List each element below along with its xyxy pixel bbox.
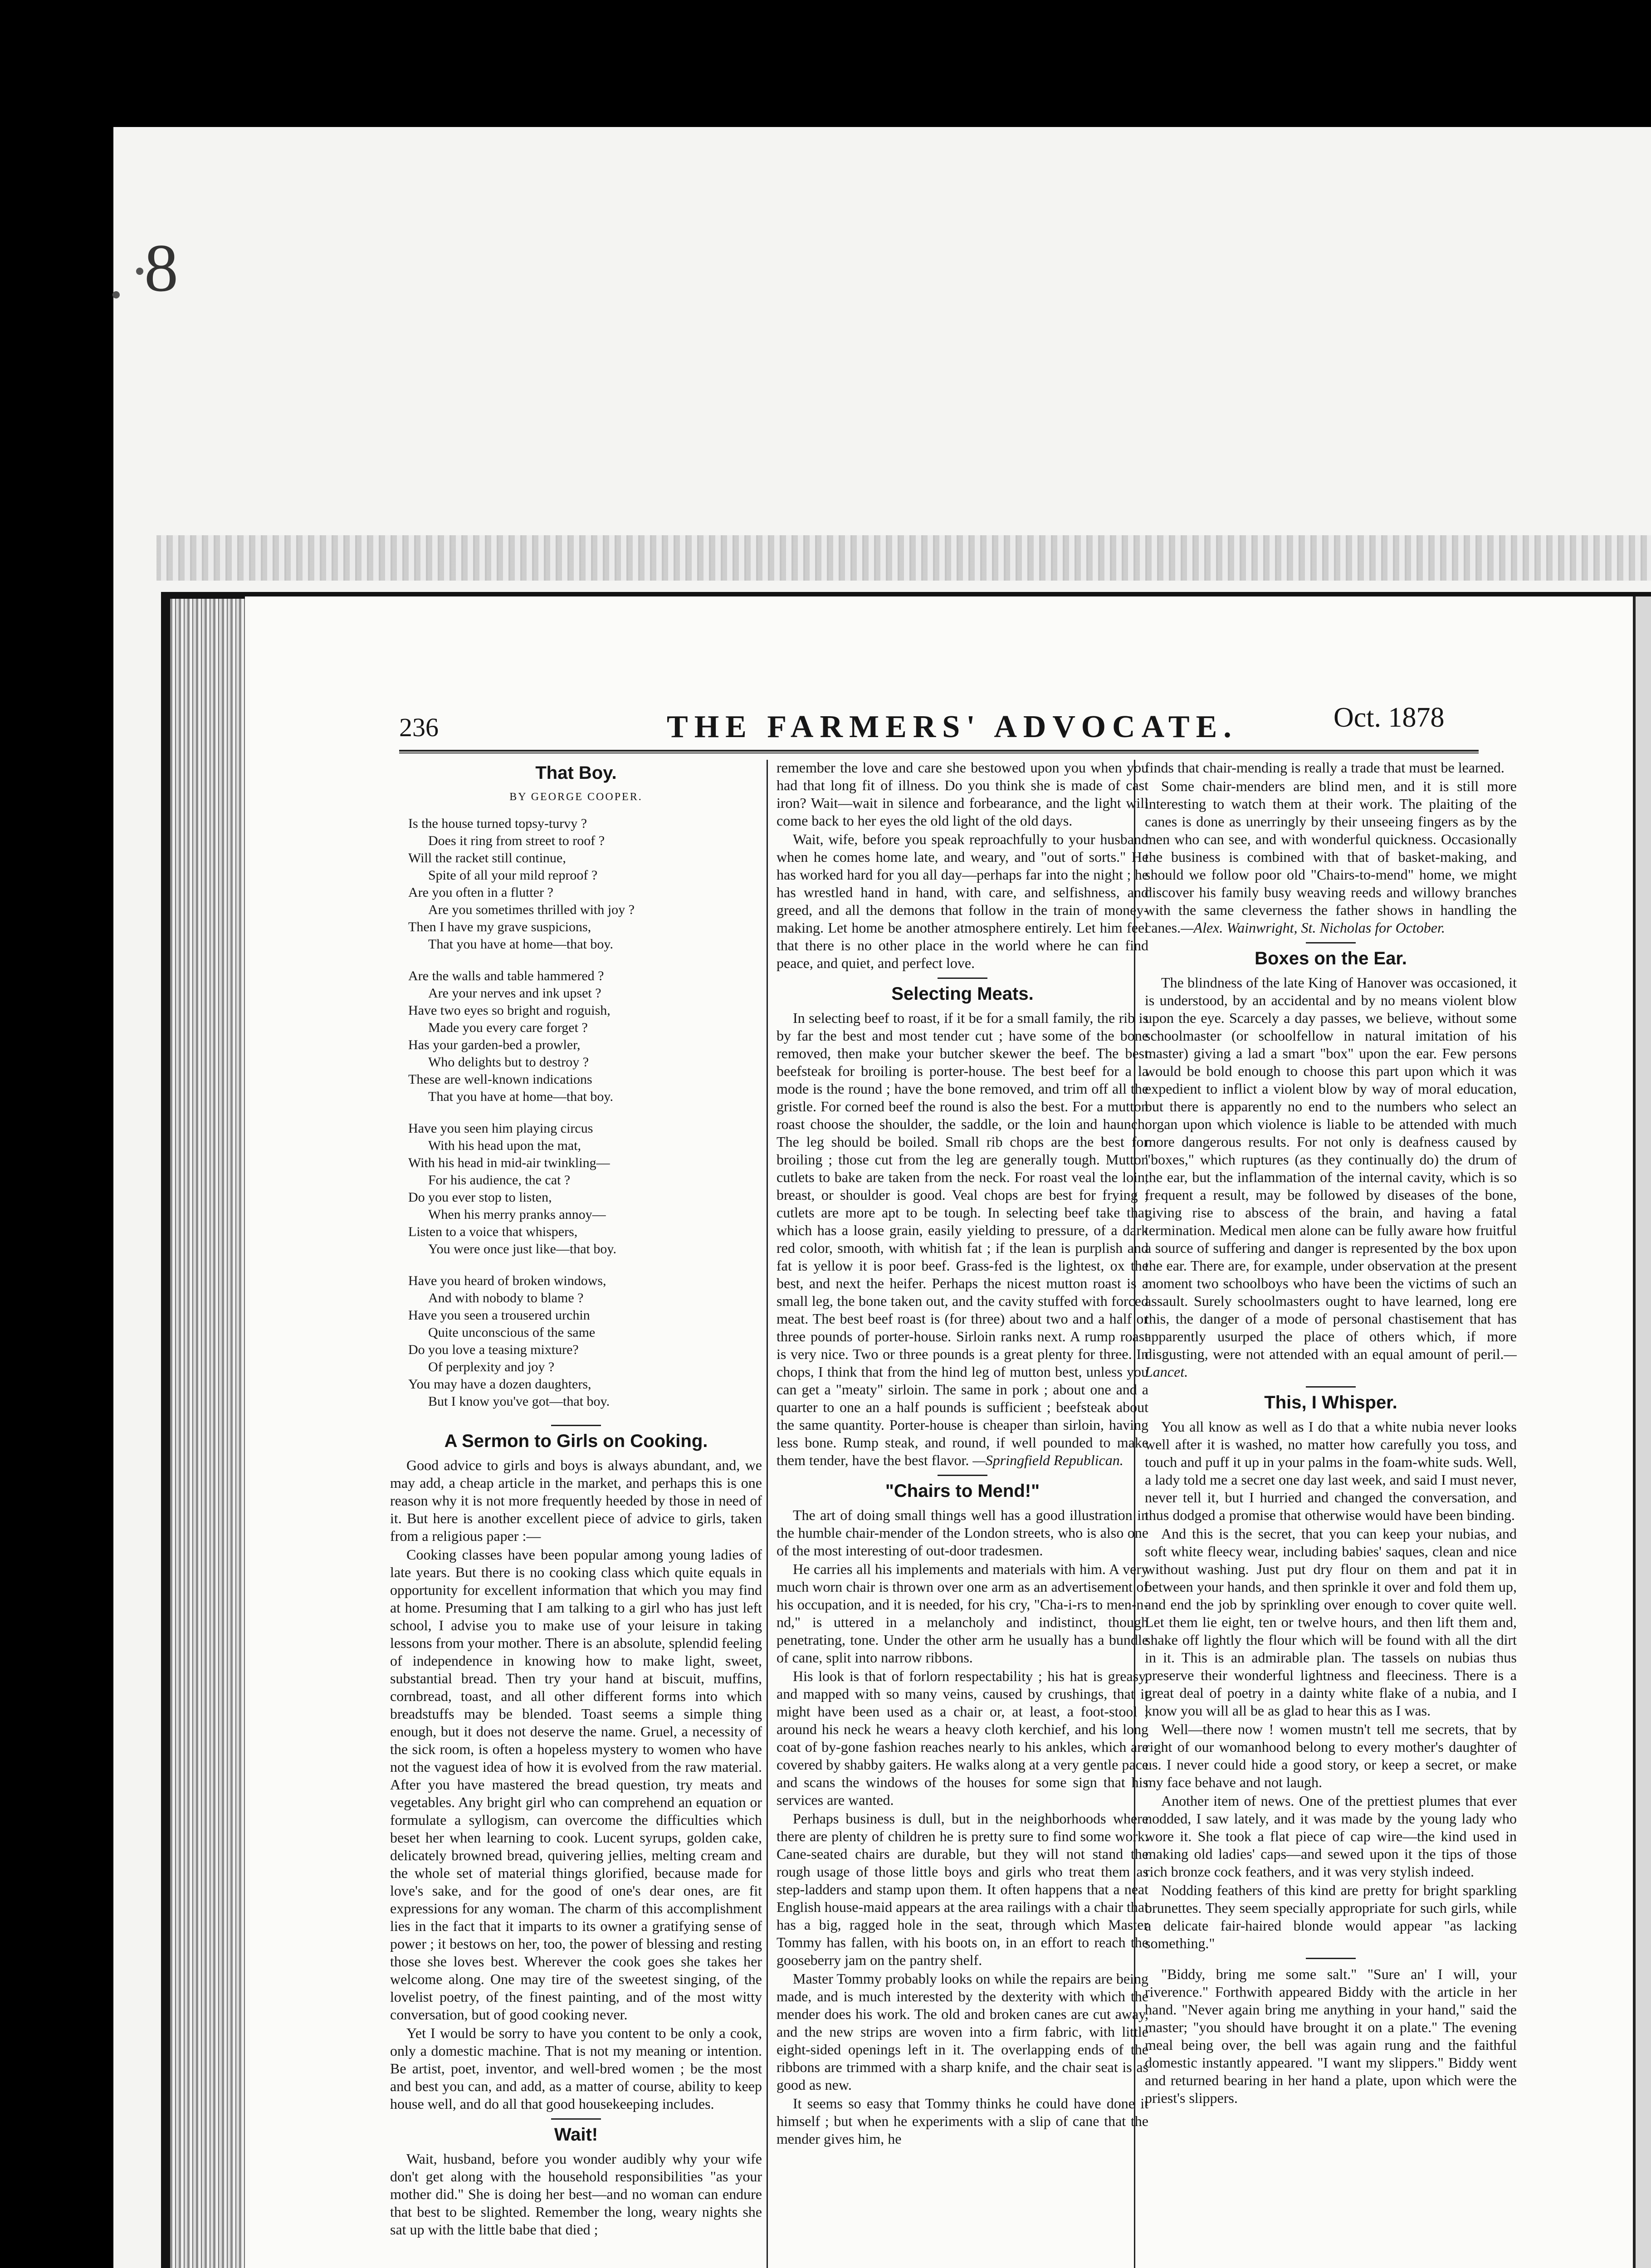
verse-line: Have you seen a trousered urchin — [408, 1308, 590, 1323]
stanza — [408, 1272, 762, 1410]
paragraph: And this is the secret, that you can keep your nubias, and soft white fleecy wear, including babies' saques, clean and nice without washing. Just put dry flour on them and pat it in between your hands, and then sprinkle it over and fold them up, and end the job by sprinkling over enough to cover quite well. Let them lie eight, ten or twelve hours, and then lift them and, shake off lightly the flour which will be found with all the dirt in it. This is an admirable plan. The tassels on nubias thus preserve their wonderful lightness and fleeciness. There is a great deal of poetry in a dainty white flake of a nubia, and I know you will all be as glad to hear this as I was. — [1145, 1525, 1517, 1719]
margin-pencil-mark: 8 — [144, 230, 178, 306]
column-2 — [777, 759, 1148, 2268]
verse-line: But I know you've got—that boy. — [428, 1394, 610, 1409]
paragraph: His look is that of forlorn respectability ; his hat is greasy, and mapped with so many veins, caused by crushings, that it might have been used as a chair or, at least, a foot-stool ; around his neck he wears a heavy cloth kerchief, and his long coat of by-gone fashion reaches nearly to his ankles, which are covered by shabby gaiters. He walks along at a very gentle pace and scans the windows of the houses for some sign that his services are wanted. — [777, 1668, 1148, 1808]
verse-line: Is the house turned topsy-turvy ? — [408, 816, 587, 831]
verse-line: Are the walls and table hammered ? — [408, 968, 604, 983]
verse-line: That you have at home—that boy. — [428, 1089, 613, 1104]
stanza — [408, 968, 762, 1105]
paragraph-text: The blindness of the late King of Hanover was occasioned, it is understood, by an accidental and by no means violent blow upon the eye. Scarcely a day passes, we believe, without some schoolmaster (or schoolfellow in natural imitation of his master) giving a lad a smart "box" upon the ear. Few persons would be bold enough to choose this part upon which it was expedient to inflict a violent blow by way of moral education, but there is apparently no end to the numbers who select an organ upon which violence is liable to be attended with much more dangerous results. For not only is deafness caused by "boxes," which ruptures (as they continually do) the drum of the ear, but the inflammation of the internal cavity, which is so frequent a result, may be followed by diseases of the bone, giving rise to abscess of the brain, and having a fatal termination. Medical men alone can be fully aware how fruitful a source of suffering and danger is represented by the box upon the ear. There are, for example, under observation at the present moment two schoolboys who have been the victims of such an assault. Surely schoolmasters ought to have learned, long ere this, the danger of a mode of personal chastisement that has apparently usurped the place of others which, if more disgusting, were not attended with an equal amount of peril. — [1145, 974, 1517, 1362]
poem-author: BY GEORGE COOPER. — [509, 791, 643, 803]
paragraph: The art of doing small things well has a good illustration in the humble chair-mender of the London streets, who is also one of the most interesting of out-door tradesmen. — [777, 1507, 1148, 1559]
source-attribution: —Lancet. — [1145, 1346, 1517, 1380]
paragraph: Wait, wife, before you speak reproachfully to your husband when he comes home late, and weary, and "out of sorts." He has worked hard for you all day—perhaps far into the night ; he has wrestled hand in hand, with care, and selfishness, and greed, and all the demons that follow in the train of money-making. Let home be another atmosphere entirely. Let him feel that there is no other place in the world where he can find peace, and quiet, and perfect love. — [777, 831, 1148, 971]
verse-line: Does it ring from street to roof ? — [428, 833, 605, 848]
paragraph: finds that chair-mending is really a trade that must be learned. — [1145, 759, 1504, 776]
paragraph: Wait, husband, before you wonder audibly why your wife don't get along with the household responsibilities "as your mother did." She is doing her best—and no woman can endure that best to be slighted. Remember the long, weary nights she sat up with the little babe that died ; — [390, 2151, 762, 2238]
paragraph-text: Some chair-menders are blind men, and it is still more interesting to watch them at their work. The plaiting of the canes is done as unerringly by their unseeing fingers as by the men who can see, and with wonderful quickness. Occasionally the business is combined with that of basket-making, and should we follow poor old "Chairs-to-mend" home, we might discover his family busy weaving reeds and willowy branches with the same cleverness the father shows in handling the canes. — [1145, 778, 1517, 936]
paragraph: Perhaps business is dull, but in the neighborhoods where there are plenty of children he is pretty sure to find some work. Cane-seated chairs are durable, but they will not stand the rough usage of those little boys and girls who treat them as step-ladders and stamp upon them. It often happens that a neat English house-maid appears at the area railings with a chair that has a big, ragged hole in the seat, through which Master Tommy has fallen, with his boots on, in an effort to reach the gooseberry jam on the pantry shelf. — [777, 1810, 1148, 1968]
verse-line: And with nobody to blame ? — [428, 1290, 584, 1305]
verse-line: That you have at home—that boy. — [428, 937, 613, 952]
article-title: Selecting Meats. — [891, 984, 1034, 1004]
paragraph: Cooking classes have been popular among young ladies of late years. But there is no cooking class which quite equals in opportunity for excellent information that which you may find at home. Presuming that I am talking to a girl who has just left school, I advise you to make use of your leisure in taking lessons from your mother. There is an absolute, splendid feeling of independence in knowing how to make light, sweet, substantial bread. Then try your hand at biscuit, muffins, cornbread, toast, and all other different forms into which breadstuffs may be blended. Toast seems a simple thing enough, but it does not deserve the name. Gruel, a necessity of the sick room, is often a hopeless mystery to women who have not the vaguest idea of how it is evolved from the raw material. After you have mastered the bread question, try meats and vegetables. Any bright girl who can comprehend an equation or formulate a syllogism, can overcome the difficulties which beset her when learning to cook. Lucent syrups, golden cake, delicately browned bread, quivering jellies, melting cream and the whole set of material things glorified, because made for love's sake, and for the good of one's dear ones, are fit expressions for any woman. The charm of this accomplishment lies in the fact that it imparts to its owner a gratifying sense of power ; it bestows on her, too, the power of blessing and resting those she loves best. Wherever the cook goes she takes her welcome along. One may tire of the sweetest singing, of the lovelist poetry, of the finest painting, and of the most witty conversation, but of good cooking never. — [390, 1546, 762, 2023]
paragraph: Good advice to girls and boys is always abundant, and, we may add, a cheap article in the market, and perhaps this is one reason why it is not more frequently heeded by those in need of it. But here is another excellent piece of advice to girls, taken from a religious paper :— — [390, 1457, 762, 1544]
stanza — [408, 815, 762, 953]
paragraph — [1145, 974, 1517, 1381]
verse-line: Listen to a voice that whispers, — [408, 1224, 578, 1239]
verse-line: Do you love a teasing mixture? — [408, 1342, 579, 1357]
column-rule — [767, 760, 768, 2268]
section-rule — [1306, 1386, 1356, 1388]
verse-line: Who delights but to destroy ? — [428, 1055, 589, 1070]
paragraph: remember the love and care she bestowed upon you when you had that long fit of illness. Do you think she is made of cast iron? Wait—wait in silence and forbearance, and the light will come back to her eyes the old light of the old days. — [777, 759, 1148, 829]
verse-line: When his merry pranks annoy— — [428, 1207, 606, 1222]
paragraph: Well—there now ! women mustn't tell me secrets, that by right of our womanhood belong to every mother's daughter of us. I never could hide a good story, or keep a secret, or make my face behave and not laugh. — [1145, 1721, 1517, 1790]
verse-line: Made you every care forget ? — [428, 1020, 588, 1035]
verse-line: Have you heard of broken windows, — [408, 1273, 606, 1288]
bleed-through-strip — [156, 535, 1651, 581]
source-attribution: —Springfield Republican. — [972, 1452, 1123, 1468]
margin-dot — [136, 268, 143, 275]
verse-line: You were once just like—that boy. — [428, 1242, 616, 1256]
section-rule — [551, 1425, 601, 1426]
section-rule — [551, 2118, 601, 2120]
verse-line: Quite unconscious of the same — [428, 1325, 596, 1340]
section-rule — [938, 978, 987, 979]
page-stack-edge — [170, 599, 245, 2268]
verse-line: Are you sometimes thrilled with joy ? — [428, 902, 635, 917]
paragraph: It seems so easy that Tommy thinks he could have done it himself ; but when he experiments with a slip of cane that the mender gives him, he — [777, 2095, 1148, 2147]
paragraph: Another item of news. One of the prettiest plumes that ever nodded, I saw lately, and it was made by the young lady who wore it. She took a flat piece of cap wire—the kind used in making old ladies' caps—and sewed upon it the tips of those rich bronze cock feathers, and it was very stylish indeed. — [1145, 1793, 1517, 1880]
facing-page-edge — [1633, 596, 1651, 2268]
article-title: Boxes on the Ear. — [1255, 948, 1407, 968]
verse-line: Are you often in a flutter ? — [408, 885, 553, 900]
newspaper-page — [245, 596, 1633, 2268]
margin-dot — [112, 291, 120, 298]
column-3 — [1145, 759, 1517, 2268]
paragraph — [777, 1009, 1148, 1469]
poem-that-boy — [408, 815, 762, 1410]
poem-title: That Boy. — [535, 763, 617, 783]
verse-line: With his head in mid-air twinkling— — [408, 1155, 610, 1170]
verse-line: Has your garden-bed a prowler, — [408, 1037, 581, 1052]
verse-line: Of perplexity and joy ? — [428, 1359, 555, 1374]
article-title: "Chairs to Mend!" — [885, 1481, 1040, 1501]
verse-line: For his audience, the cat ? — [428, 1173, 571, 1188]
verse-line: Do you ever stop to listen, — [408, 1190, 552, 1205]
verse-line: With his head upon the mat, — [428, 1138, 581, 1153]
verse-line: Are your nerves and ink upset ? — [428, 986, 601, 1001]
column-1 — [390, 759, 762, 2268]
page-number: 236 — [399, 713, 439, 742]
paragraph: Yet I would be sorry to have you content to be only a cook, only a domestic machine. That is not my meaning or intention. Be artist, poet, inventor, and well-bred women ; be the most and best you can, and add, as a matter of course, ability to keep house well, and do all that good housekeeping includes. — [390, 2025, 762, 2112]
paragraph: Master Tommy probably looks on while the repairs are being made, and is much interested by the dexterity with which the mender does his work. The old and broken canes are cut away, and the new strips are woven into a firm fabric, with little eight-sided openings left in it. The overlapping ends of the ribbons are trimmed with a sharp knife, and the chair seat is as good as new. — [777, 1970, 1148, 2093]
source-attribution: —Alex. Wainwright, St. Nicholas for October. — [1181, 919, 1445, 936]
verse-line: Then I have my grave suspicions, — [408, 919, 591, 934]
stanza — [408, 1120, 762, 1258]
issue-date: Oct. 1878 — [1334, 702, 1445, 733]
paragraph: He carries all his implements and materials with him. A very much worn chair is thrown over one arm as an advertisement of his occupation, and it is needed, for his cry, "Cha-i-rs to men-n-nd," is uttered in a melancholy and indistinct, though penetrating, tone. Under the other arm he usually has a bundle of cane, split into narrow ribbons. — [777, 1561, 1148, 1666]
paragraph-text: In selecting beef to roast, if it be for a small family, the rib is by far the best and most tender cut ; have some of the bone removed, then make your butcher skewer the beef. The best beefsteak for broiling is porter-house. The best beef for a la mode is the round ; have the bone removed, and trim off all the gristle. For corned beef the round is also the best. For a mutton roast choose the shoulder, the saddle, or the loin and haunch. The leg should be boiled. Small rib chops are the best for broiling ; those cut from the leg are generally tough. Mutton cutlets to bake are taken from the neck. For roast veal the loin, breast, or shoulder is good. Veal chops are best for frying ; cutlets are more apt to be tough. In selecting beef take that which has a loose grain, easily yielding to pressure, of a dark red color, smooth, with whitish fat ; if the lean is purplish and fat is yellow it is poor beef. Grass-fed is the lightest, ox the best, and next the heifer. Perhaps the nicest mutton roast is a small leg, the bone taken out, and the cavity stuffed with forced meat. The best beef roast is (for three) about two and a half or three pounds of porter-house. Sirloin ranks next. A rump roast is very nice. Two or three pounds is a great plenty for three. In chops, I think that from the hind leg of mutton best, unless you can get a "meaty" sirloin. The same in pork ; about one and a quarter to one an a half pounds is sufficient ; beefsteak about the same quantity. Porter-house is cheaper than sirloin, having less bone. Rump steak, and round, if well pounded to make them tender, have the best flavor. — [777, 1010, 1148, 1468]
paragraph: "Biddy, bring me some salt." "Sure an' I will, your riverence." Forthwith appeared Biddy with the article in her hand. "Never again bring me anything in your hand," said the master; "you should have brought it on a plate." The evening meal being over, the bell was again rung and the faithful domestic instantly appeared. "I want my slippers." Biddy went and returned bearing in her hand a plate, upon which were the priest's slippers. — [1145, 1966, 1517, 2106]
masthead: THE FARMERS' ADVOCATE. — [667, 709, 1238, 744]
verse-line: Have two eyes so bright and roguish, — [408, 1003, 611, 1018]
verse-line: Spite of all your mild reproof ? — [428, 868, 598, 883]
verse-line: These are well-known indications — [408, 1072, 592, 1087]
paragraph: Nodding feathers of this kind are pretty for bright sparkling brunettes. They seem specially appropriate for such girls, while a delicate fair-haired blonde would appear "as lacking something." — [1145, 1882, 1517, 1951]
paragraph: You all know as well as I do that a white nubia never looks well after it is washed, no matter how carefully you toss, and touch and puff it up in your palms in the foam-white suds. Well, a lady told me a secret one day last week, and said I must never, never tell it, but I hurried and changed the conversation, and thus dodged a promise that otherwise would have been binding. — [1145, 1418, 1517, 1523]
article-title: Wait! — [554, 2125, 598, 2145]
verse-line: You may have a dozen daughters, — [408, 1377, 591, 1392]
article-title: This, I Whisper. — [1264, 1393, 1397, 1413]
section-rule — [1306, 942, 1356, 943]
verse-line: Will the racket still continue, — [408, 850, 566, 865]
section-rule — [1306, 1958, 1356, 1959]
section-rule — [938, 1475, 987, 1476]
paragraph — [1145, 777, 1517, 937]
header-rule — [399, 750, 1479, 752]
verse-line: Have you seen him playing circus — [408, 1121, 593, 1136]
article-title: A Sermon to Girls on Cooking. — [444, 1431, 708, 1451]
